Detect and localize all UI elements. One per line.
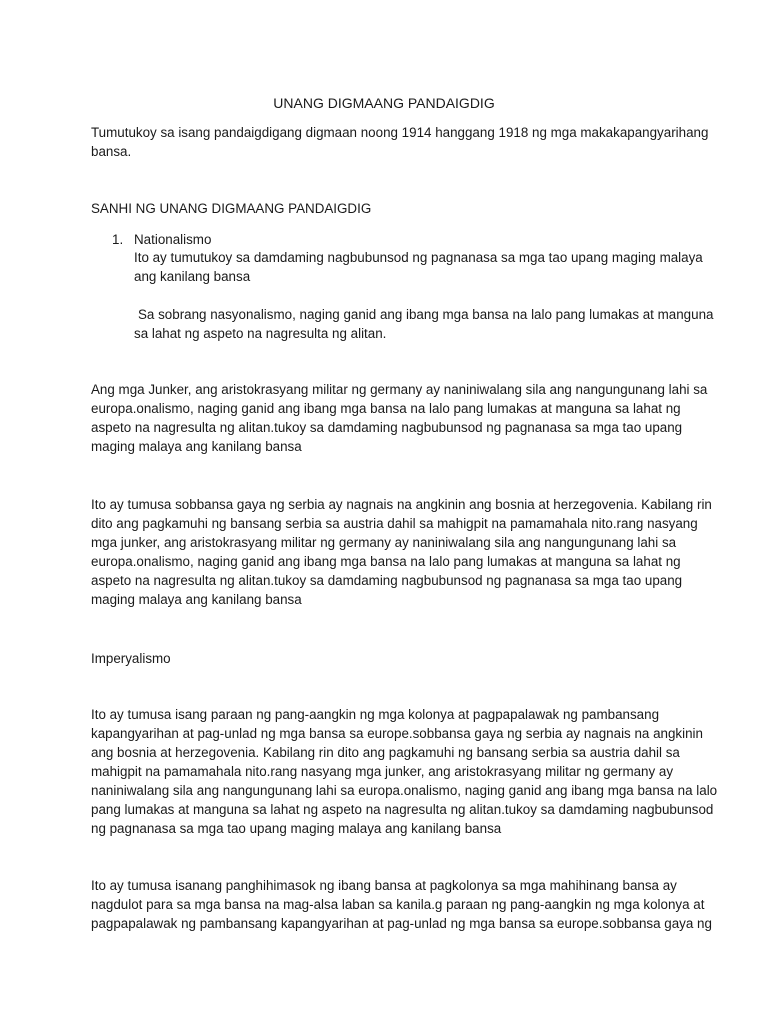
paragraph-imperyalismo — [91, 705, 718, 838]
paragraph-line: mahigpit na pamamahala nito.rang nasyang mga junker, ang aristokrasyang militar ng germany ay — [91, 764, 674, 779]
paragraph-line: naniniwalang sila ang nangungunang lahi sa europa.onalismo, naging ganid ang ibang mga bansa na lalo — [91, 783, 718, 798]
paragraph-line: mga junker, ang aristokrasyang militar ng germany ay naniniwalang sila ang nangungunang lahi sa — [91, 535, 677, 550]
paragraph-last — [91, 876, 712, 933]
paragraph-line: dito ang pagkamuhi ng bansang serbia sa austria dahil sa mahigpit na pamamahala nito.rang nasyang — [91, 516, 698, 531]
list-item-p2-line-2: sa lahat ng aspeto na nagresulta ng alitan. — [134, 326, 387, 341]
paragraph-line: Ito ay tumusa sobbansa gaya ng serbia ay nagnais na angkinin ang bosnia at herzegovenia. Kabilang rin — [91, 497, 712, 512]
list-item-p2-line-1: Sa sobrang nasyonalismo, naging ganid ang ibang mga bansa na lalo pang lumakas at manguna — [138, 307, 714, 322]
paragraph-junker — [91, 380, 708, 456]
list-item-number: 1. — [112, 232, 124, 247]
intro-line-1: Tumutukoy sa isang pandaigdigang digmaan noong 1914 hanggang 1918 ng mga makakapangyarihang — [91, 125, 709, 140]
intro-line-2: bansa. — [91, 144, 132, 159]
list-item-paragraph-2 — [134, 305, 714, 343]
paragraph-line: europa.onalismo, naging ganid ang ibang mga bansa na lalo pang lumakas at manguna sa lahat ng — [91, 554, 681, 569]
paragraph-line: ang bosnia at herzegovenia. Kabilang rin dito ang pagkamuhi ng bansang serbia sa austria dahil sa — [91, 745, 680, 760]
paragraph-line: Ito ay tumusa isang paraan ng pang-aangkin ng mga kolonya at pagpapalawak ng pambansang — [91, 707, 660, 722]
paragraph-line: europa.onalismo, naging ganid ang ibang mga bansa na lalo pang lumakas at manguna sa lahat ng — [91, 401, 681, 416]
paragraph-line: aspeto na nagresulta ng alitan.tukoy sa damdaming nagbubunsod ng pagnanasa sa mga tao upang — [91, 420, 683, 435]
imperyalismo-heading: Imperyalismo — [91, 651, 171, 666]
list-item-p1-line-1: Ito ay tumutukoy sa damdaming nagbubunsod ng pagnanasa sa mga tao upang maging malaya — [134, 250, 703, 265]
paragraph-line: pagpapalawak ng pambansang kapangyarihan at pag-unlad ng mga bansa sa europe.sobbansa gaya ng — [91, 916, 712, 931]
paragraph-line: Ang mga Junker, ang aristokrasyang militar ng germany ay naniniwalang sila ang nangungunang lahi sa — [91, 382, 708, 397]
document-title: UNANG DIGMAANG PANDAIGDIG — [273, 95, 495, 111]
list-item-p1-line-2: ang kanilang bansa — [134, 269, 251, 284]
list-item-title: Nationalismo — [134, 232, 212, 247]
paragraph-line: pang lumakas at manguna sa lahat ng aspeto na nagresulta ng alitan.tukoy sa damdaming nagbubunsod — [91, 802, 714, 817]
paragraph-line: kapangyarihan at pag-unlad ng mga bansa sa europe.sobbansa gaya ng serbia ay nagnais na angkinin — [91, 726, 703, 741]
list-item-paragraph-1 — [134, 248, 703, 286]
paragraph-line: Ito ay tumusa isanang panghihimasok ng ibang bansa at pagkolonya sa mga mahihinang bansa ay — [91, 878, 677, 893]
section-heading: SANHI NG UNANG DIGMAANG PANDAIGDIG — [91, 201, 372, 216]
paragraph-line: aspeto na nagresulta ng alitan.tukoy sa damdaming nagbubunsod ng pagnanasa sa mga tao upang — [91, 573, 683, 588]
paragraph-line: ng pagnanasa sa mga tao upang maging malaya ang kanilang bansa — [91, 821, 502, 836]
paragraph-line: maging malaya ang kanilang bansa — [91, 439, 302, 454]
paragraph-serbia — [91, 495, 712, 609]
paragraph-line: nagdulot para sa mga bansa na mag-alsa laban sa kanila.g paraan ng pang-aangkin ng mga kolonya at — [91, 897, 705, 912]
intro-paragraph — [91, 123, 709, 161]
paragraph-line: maging malaya ang kanilang bansa — [91, 592, 302, 607]
